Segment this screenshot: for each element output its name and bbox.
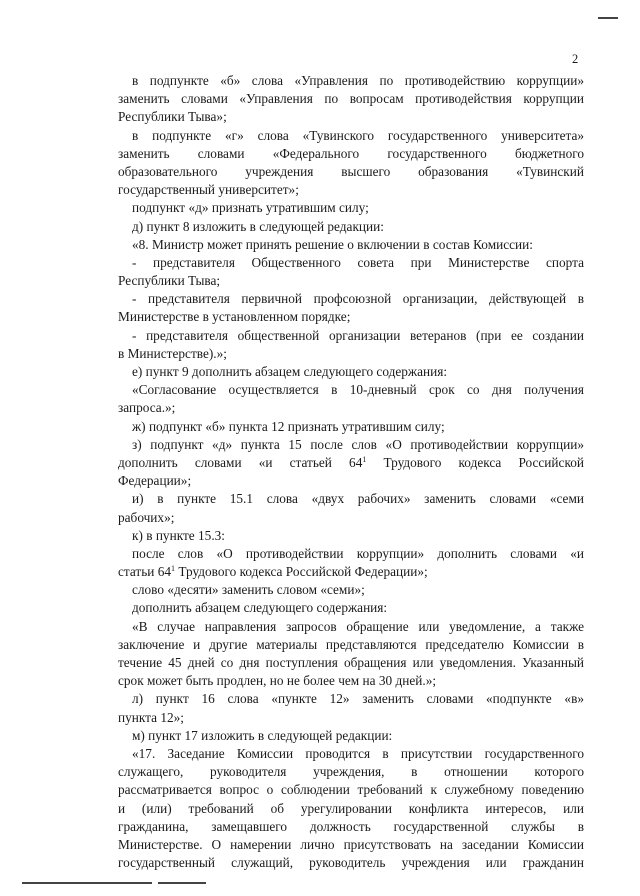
- text-line: рассматривается вопрос о соблюдении требований к служебному поведению: [118, 782, 584, 798]
- text-line: статьи $64^1$ Трудового кодекса Российской Федерации»;: [118, 564, 428, 580]
- text-line: ж) подпункт «б» пункта 12 признать утратившим силу;: [132, 418, 445, 434]
- text-line: государственный университет»;: [118, 182, 299, 198]
- text-line: в подпункте «г» слова «Тувинского государственного университета»: [132, 127, 584, 143]
- text-line: е) пункт 9 дополнить абзацем следующего содержания:: [132, 364, 448, 379]
- text-line: «Согласование осуществляется в 10-дневный срок со дня получения: [132, 382, 584, 398]
- footer-rule: [22, 882, 152, 884]
- text-line: - представителя Общественного совета при Министерстве спорта: [132, 254, 584, 270]
- text-line: «В случае направления запросов обращение или уведомление, а также: [132, 618, 584, 634]
- text-line: рабочих»;: [118, 509, 175, 525]
- text-line: д) пункт 8 изложить в следующей редакции:: [132, 218, 384, 234]
- text-line: «8. Министр может принять решение о включении в состав Комиссии:: [132, 236, 533, 252]
- text-line: м) пункт 17 изложить в следующей редакции:: [132, 727, 393, 743]
- text-line: гражданина, замещавшего должность государственной службы в: [118, 818, 584, 834]
- text-line: Федерации»;: [118, 473, 192, 489]
- text-line: дополнить абзацем следующего содержания:: [132, 600, 388, 616]
- page-number: 2: [572, 52, 579, 66]
- text-line: после слов «О противодействии коррупции» дополнить словами «и: [132, 545, 584, 561]
- text-line: Министерстве. О намерении лично присутствовать на заседании Комиссии: [118, 836, 584, 852]
- text-line: з) подпункт «д» пункта 15 после слов «О противодействии коррупции»: [132, 436, 584, 452]
- text-line: - представителя общественной организации ветеранов (при ее создании: [132, 327, 584, 343]
- text-line: служащего, руководителя учреждения, в отношении которого: [118, 764, 584, 780]
- text-line: «17. Заседание Комиссии проводится в присутствии государственного: [132, 745, 584, 761]
- text-line: и) в пункте 15.1 слова «двух рабочих» заменить словами «семи: [132, 491, 584, 507]
- text-line: в Министерстве).»;: [118, 345, 227, 361]
- text-line: заменить словами «Управления по вопросам противодействия коррупции: [118, 91, 584, 107]
- text-line: в подпункте «б» слова «Управления по противодействию коррупции»: [132, 73, 584, 88]
- text-line: заменить словами «Федерального государственного бюджетного: [118, 145, 584, 161]
- text-line: заключение и другие материалы представляются председателю Комиссии в: [118, 636, 584, 652]
- text-line: Республики Тыва»;: [118, 109, 227, 125]
- text-line: государственный служащий, руководитель учреждения или гражданин: [118, 855, 584, 871]
- text-line: дополнить словами «и статьей $64^1$ Трудового кодекса Российской: [118, 454, 584, 470]
- footer-rule-short: [158, 882, 206, 884]
- text-line: образовательного учреждения высшего образования «Тувинский: [118, 163, 584, 179]
- text-line: к) в пункте 15.3:: [132, 527, 225, 543]
- text-line: течение 45 дней со дня поступления обращения или уведомления. Указанный: [118, 655, 584, 670]
- text-line: и (или) требований об урегулировании конфликта интересов, или: [118, 800, 584, 816]
- text-line: - представителя первичной профсоюзной организации, действующей в: [132, 291, 584, 307]
- text-line: Министерстве в установленном порядке;: [118, 309, 351, 325]
- text-line: запроса.»;: [118, 400, 176, 416]
- text-line: подпункт «д» признать утратившим силу;: [132, 200, 369, 216]
- corner-dash-mark: [598, 17, 618, 19]
- document-body: [118, 72, 584, 872]
- text-line: срок может быть продлен, но не более чем на 30 дней.»;: [118, 673, 437, 689]
- text-line: л) пункт 16 слова «пункте 12» заменить словами «подпункте «в»: [132, 691, 584, 707]
- text-line: слово «десяти» заменить словом «семи»;: [132, 582, 365, 598]
- text-line: пункта 12»;: [118, 709, 185, 725]
- text-line: Республики Тыва;: [118, 273, 221, 289]
